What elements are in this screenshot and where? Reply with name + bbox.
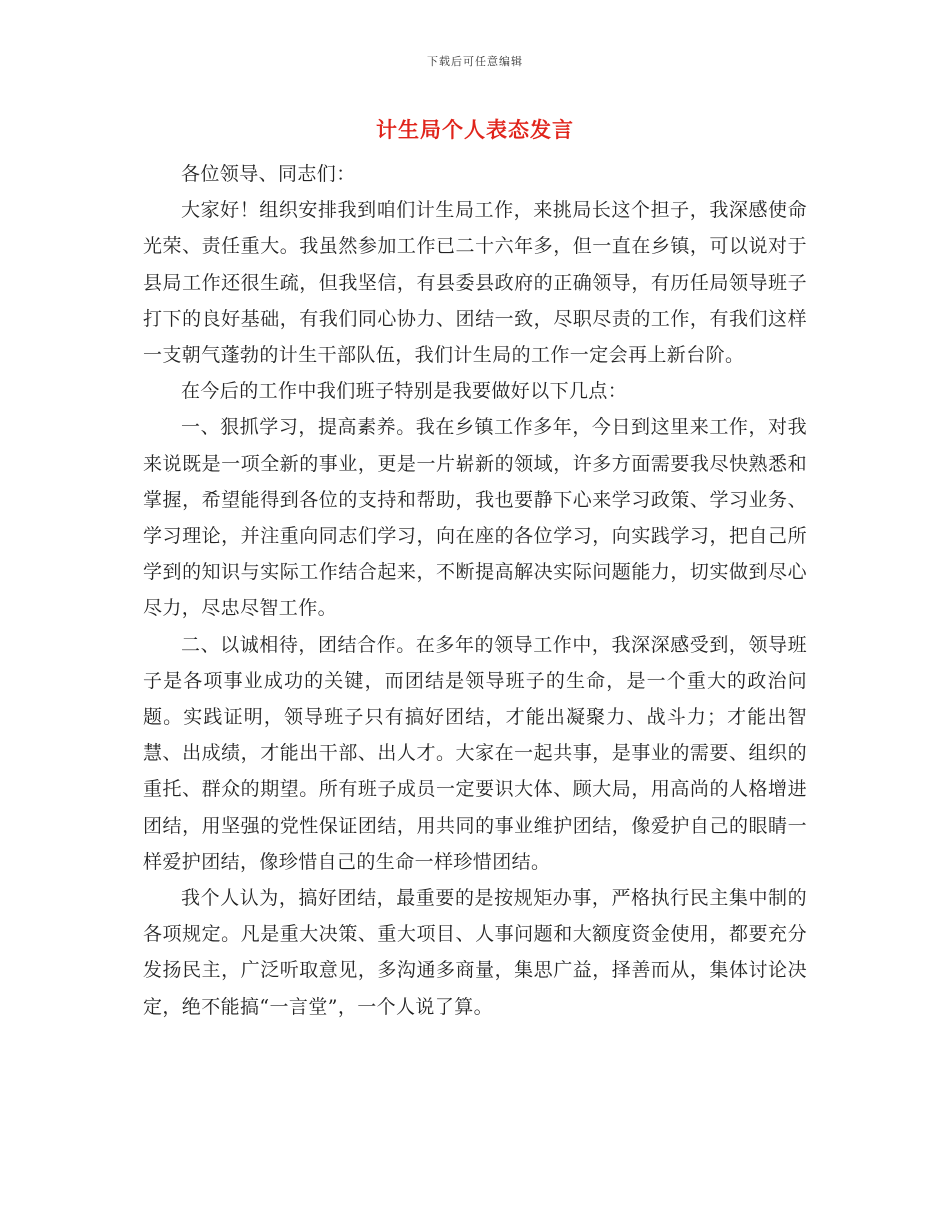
body-paragraph: 一、狠抓学习，提高素养。我在乡镇工作多年，今日到这里来工作，对我来说既是一项全新的事业，更是一片崭新的领域，许多方面需要我尽快熟悉和掌握，希望能得到各位的支持和帮助，我也要静下心来学习政策、学习业务、学习理论，并注重向同志们学习，向在座的各位学习，向实践学习，把自己所学到的知识与实际工作结合起来，不断提高解决实际问题能力，切实做到尽心尽力，尽忠尽智工作。 (143, 416, 807, 620)
body-paragraph: 大家好！组织安排我到咱们计生局工作，来挑局长这个担子，我深感使命光荣、责任重大。我虽然参加工作已二十六年多，但一直在乡镇，可以说对于县局工作还很生疏，但我坚信，有县委县政府的正确领导，有历任局领导班子打下的良好基础，有我们同心协力、团结一致，尽职尽责的工作，有我们这样一支朝气蓬勃的计生干部队伍，我们计生局的工作一定会再上新台阶。 (143, 199, 807, 367)
body-paragraph: 我个人认为，搞好团结，最重要的是按规矩办事，严格执行民主集中制的各项规定。凡是重大决策、重大项目、人事问题和大额度资金使用，都要充分发扬民主，广泛听取意见，多沟通多商量，集思广益，择善而从，集体讨论决定，绝不能搞“一言堂”，一个人说了算。 (143, 887, 807, 1018)
body-paragraph: 在今后的工作中我们班子特别是我要做好以下几点： (181, 380, 628, 403)
header-note: 下载后可任意编辑 (427, 55, 523, 68)
salutation-paragraph: 各位领导、同志们： (181, 163, 356, 185)
document-title: 计生局个人表态发言 (376, 117, 574, 142)
body-paragraph: 二、以诚相待，团结合作。在多年的领导工作中，我深深感受到，领导班子是各项事业成功的关键，而团结是领导班子的生命，是一个重大的政治问题。实践证明，领导班子只有搞好团结，才能出凝聚力、战斗力；才能出智慧、出成绩，才能出干部、出人才。大家在一起共事，是事业的需要、组织的重托、群众的期望。所有班子成员一定要识大体、顾大局，用高尚的人格增进团结，用坚强的党性保证团结，用共同的事业维护团结，像爱护自己的眼睛一样爱护团结，像珍惜自己的生命一样珍惜团结。 (143, 633, 807, 873)
document-body (143, 156, 807, 1025)
